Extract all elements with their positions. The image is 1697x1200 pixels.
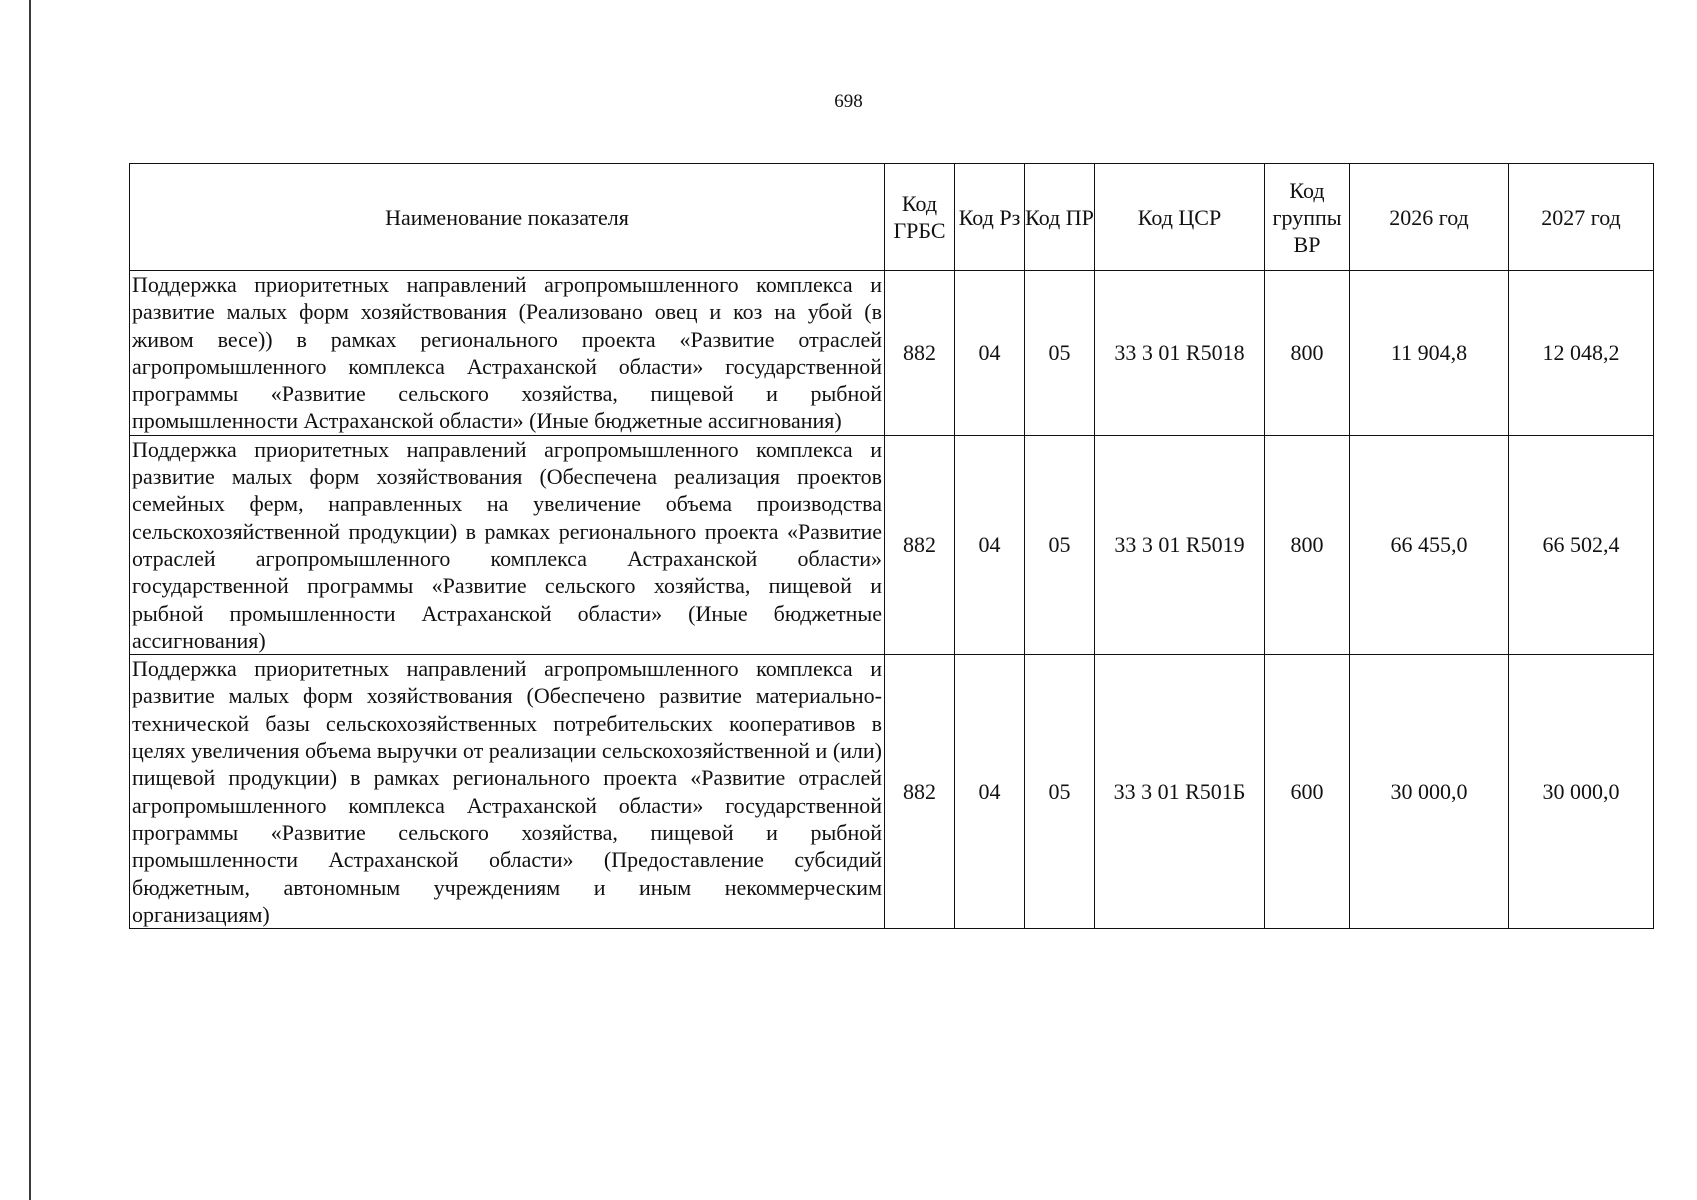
row-grbs-cell: 882	[885, 655, 955, 929]
page-number: 698	[834, 91, 863, 112]
table-row	[130, 271, 1654, 436]
row-pr-cell: 05	[1025, 271, 1095, 436]
row-vr-cell: 800	[1265, 435, 1350, 654]
binding-margin-line	[29, 0, 31, 1200]
row-name-cell: Поддержка приоритетных направлений агропромышленного комплекса и развитие малых форм хозяйствования (Обеспечена реализация проектов семейных ферм, направленных на увеличение объема производства сельскохозяйственной продукции) в рамках регионального проекта «Развитие отраслей агропромышленного комплекса Астраханской области» государственной программы «Развитие сельского хозяйства, пищевой и рыбной промышленности Астраханской области» (Иные бюджетные ассигнования)	[130, 435, 885, 654]
budget-table	[129, 163, 1654, 929]
header-rz: Код Рз	[955, 164, 1025, 271]
header-vr: Код группы ВР	[1265, 164, 1350, 271]
row-pr-cell: 05	[1025, 435, 1095, 654]
row-name-cell: Поддержка приоритетных направлений агропромышленного комплекса и развитие малых форм хозяйствования (Реализовано овец и коз на убой (в живом весе)) в рамках регионального проекта «Развитие отраслей агропромышленного комплекса Астраханской области» государственной программы «Развитие сельского хозяйства, пищевой и рыбной промышленности Астраханской области» (Иные бюджетные ассигнования)	[130, 271, 885, 436]
row-2027-cell: 66 502,4	[1509, 435, 1654, 654]
row-pr-cell: 05	[1025, 655, 1095, 929]
row-2026-cell: 66 455,0	[1350, 435, 1509, 654]
row-rz-cell: 04	[955, 655, 1025, 929]
row-2027-cell: 30 000,0	[1509, 655, 1654, 929]
row-csr-cell: 33 3 01 R501Б	[1095, 655, 1265, 929]
header-year-2027: 2027 год	[1509, 164, 1654, 271]
row-2026-cell: 30 000,0	[1350, 655, 1509, 929]
row-name-cell: Поддержка приоритетных направлений агропромышленного комплекса и развитие малых форм хозяйствования (Обеспечено развитие материально-технической базы сельскохозяйственных потребительских кооперативов в целях увеличения объема выручки от реализации сельскохозяйственной и (или) пищевой продукции) в рамках регионального проекта «Развитие отраслей агропромышленного комплекса Астраханской области» государственной программы «Развитие сельского хозяйства, пищевой и рыбной промышленности Астраханской области» (Предоставление субсидий бюджетным, автономным учреждениям и иным некоммерческим организациям)	[130, 655, 885, 929]
row-2026-cell: 11 904,8	[1350, 271, 1509, 436]
header-name: Наименование показателя	[130, 164, 885, 271]
row-vr-cell: 800	[1265, 271, 1350, 436]
row-grbs-cell: 882	[885, 271, 955, 436]
row-csr-cell: 33 3 01 R5019	[1095, 435, 1265, 654]
table-header-row	[130, 164, 1654, 271]
row-vr-cell: 600	[1265, 655, 1350, 929]
row-rz-cell: 04	[955, 435, 1025, 654]
row-csr-cell: 33 3 01 R5018	[1095, 271, 1265, 436]
header-year-2026: 2026 год	[1350, 164, 1509, 271]
header-grbs: Код ГРБС	[885, 164, 955, 271]
row-grbs-cell: 882	[885, 435, 955, 654]
table-row	[130, 655, 1654, 929]
table-row	[130, 435, 1654, 654]
header-csr: Код ЦСР	[1095, 164, 1265, 271]
header-pr: Код ПР	[1025, 164, 1095, 271]
row-2027-cell: 12 048,2	[1509, 271, 1654, 436]
row-rz-cell: 04	[955, 271, 1025, 436]
